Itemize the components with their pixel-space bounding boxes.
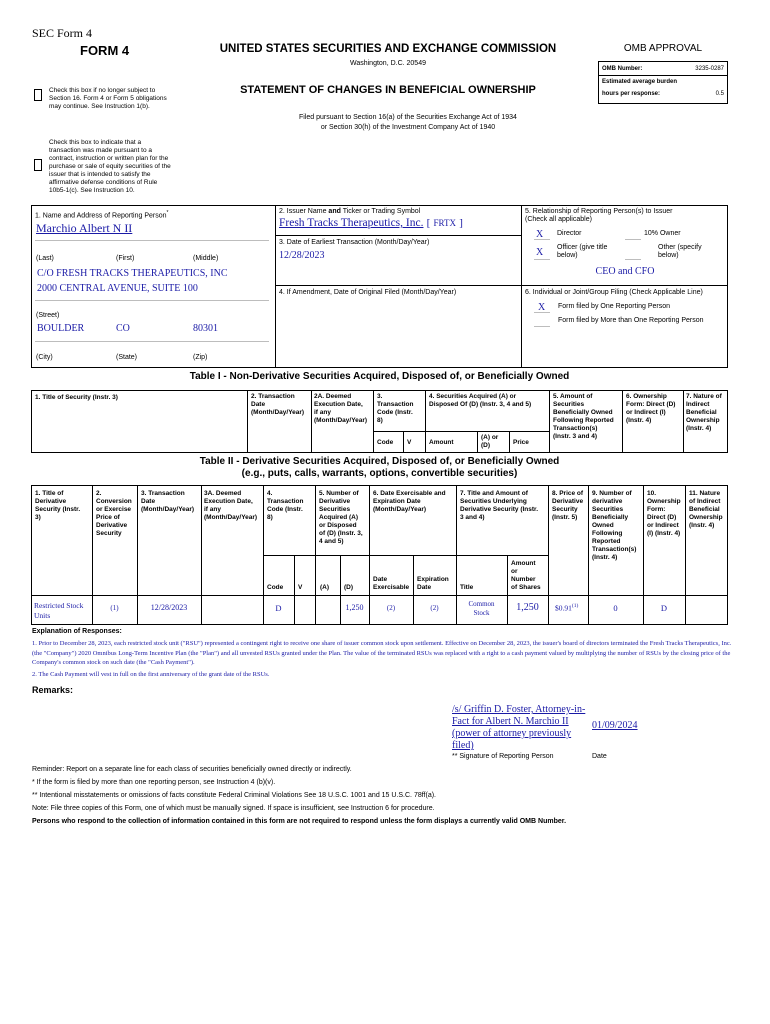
signature-label: ** Signature of Reporting Person xyxy=(452,753,554,760)
table2-row-date: 12/28/2023 xyxy=(150,603,188,612)
rule-10b5-checkbox[interactable] xyxy=(34,159,42,171)
last-label: (Last) xyxy=(36,255,54,262)
sec-form-label: SEC Form 4 xyxy=(32,26,93,40)
table2-row-disposed: 1,250 xyxy=(345,603,364,612)
director-mark[interactable]: X xyxy=(536,229,544,240)
rule-10b5-text: Check this box to indicate that a transaction was made pursuant to a contract, instruction or written plan for the purchase or sale of equity securities of the issuer that is intended to satisfy the affirmative defense conditions of Rule 10b5-1(c). See Instruction 10. xyxy=(49,139,171,194)
first-label: (First) xyxy=(116,255,135,262)
footer-reminder: Reminder: Report on a separate line for each class of securities beneficially owned directly or indirectly. xyxy=(32,766,352,773)
table1-col1: 1. Title of Security (Instr. 3) xyxy=(35,394,118,401)
earliest-transaction-label: 3. Date of Earliest Transaction (Month/Day/Year) xyxy=(279,239,430,246)
director-label: Director xyxy=(557,230,582,237)
table2-sub-amount: Amount or Number of Shares xyxy=(511,560,541,591)
relationship-label: 5. Relationship of Reporting Person(s) to Issuer (Check all applicable) xyxy=(525,208,673,223)
table2-sub-v: V xyxy=(298,584,303,591)
footer-persons-respond: Persons who respond to the collection of information contained in this form are not required to respond unless the form displays a currently valid OMB Number. xyxy=(32,818,567,825)
omb-approval-title: OMB APPROVAL xyxy=(623,43,703,54)
omb-number-value: 3235-0287 xyxy=(695,66,724,72)
zip-label: (Zip) xyxy=(193,354,208,361)
explanation-note1: 1. Prior to December 28, 2023, each restricted stock unit ("RSU") represented a contingent right to receive one share of issuer common stock upon settlement. Effective on December 28, 2023, the issuer's board of directors terminated the Fresh Tracks Therapeutics, Inc. (the "Company") 2020 Omnibus Long-Term Incentive Plan (the "Plan") and all unvested RSUs granted under the Plan. The value of the terminated RSUs was replaced with a right to a cash payment valued by multiplying the number of RSUs by the closing price of the Company's common stock on such date (the "Cash Payment"). xyxy=(32,640,732,666)
table2-sub-date-exercisable: Date Exercisable xyxy=(373,576,410,591)
table2-row-conversion: (1) xyxy=(110,604,119,612)
address-line1: C/O FRESH TRACKS THERAPEUTICS, INC xyxy=(37,268,228,279)
table2-sub-a: (A) xyxy=(320,584,330,591)
earliest-transaction-date: 12/28/2023 xyxy=(279,250,325,261)
table1-sub-v: V xyxy=(407,439,412,446)
state-value: CO xyxy=(116,323,130,334)
issuer-name[interactable]: Fresh Tracks Therapeutics, Inc. xyxy=(279,217,424,229)
table2-row-price: $0.91$^{(1)}$ xyxy=(555,603,579,613)
table1-title: Table I - Non-Derivative Securities Acquired, Disposed of, or Beneficially Owned xyxy=(189,371,570,382)
statement-title: STATEMENT OF CHANGES IN BENEFICIAL OWNERSHIP xyxy=(240,84,536,96)
officer-label: Officer (give title below) xyxy=(557,244,608,259)
omb-hours-value: 0.5 xyxy=(715,91,724,97)
filed-pursuant-line1: Filed pursuant to Section 16(a) of the Securities Exchange Act of 1934 xyxy=(299,114,517,121)
table2-col10: 10. Ownership Form: Direct (D) or Indirect (I) (Instr. 4) xyxy=(647,490,681,537)
table1-col3: 3. Transaction Code (Instr. 8) xyxy=(377,393,414,424)
other-label: Other (specify below) xyxy=(658,244,702,259)
street-label: (Street) xyxy=(36,312,60,319)
table1-sub-amount: Amount xyxy=(429,439,454,446)
table2-row-price-note: (1) xyxy=(571,603,579,609)
one-person-mark[interactable]: X xyxy=(538,302,546,313)
city-value: BOULDER xyxy=(37,323,85,334)
explanation-title: Explanation of Responses: xyxy=(32,628,122,635)
footer-note-star: * If the form is filed by more than one reporting person, see Instruction 4 (b)(v). xyxy=(32,779,276,786)
table2-col2: 2. Conversion or Exercise Price of Derivative Security xyxy=(96,490,132,537)
commission-city: Washington, D.C. 20549 xyxy=(349,60,426,67)
table2-row-security: Restricted Stock Units xyxy=(34,601,84,620)
officer-mark[interactable]: X xyxy=(536,247,544,258)
table2-col6: 6. Date Exercisable and Expiration Date (Month/Day/Year) xyxy=(373,490,446,513)
table1-col2a: 2A. Deemed Execution Date, if any (Month/Day/Year) xyxy=(314,393,368,424)
table2-col3a: 3A. Deemed Execution Date, if any (Month/Day/Year) xyxy=(204,490,258,521)
table2-row-underlying-title: Common Stock xyxy=(468,600,495,617)
table1-col7: 7. Nature of Indirect Beneficial Ownership (Instr. 4) xyxy=(686,393,722,432)
footer-note-copies: Note: File three copies of this Form, one of which must be manually signed. If space is insufficient, see Instruction 6 for procedure. xyxy=(32,805,435,812)
filing-label: 6. Individual or Joint/Group Filing (Check Applicable Line) xyxy=(525,289,703,296)
issuer-label: 2. Issuer Name and Ticker or Trading Symbol xyxy=(279,208,421,215)
footer-note-double-star: ** Intentional misstatements or omissions of facts constitute Federal Criminal Violations See 18 U.S.C. 1001 and 15 U.S.C. 78ff(a). xyxy=(32,792,436,799)
table2-col8: 8. Price of Derivative Security (Instr. 5) xyxy=(552,490,584,521)
table2-title: Table II - Derivative Securities Acquired, Disposed of, or Beneficially Owned xyxy=(199,456,560,467)
table2-sub-expiration: Expiration Date xyxy=(417,576,449,591)
table2-col11: 11. Nature of Indirect Beneficial Ownership (Instr. 4) xyxy=(689,490,723,529)
address-line2: 2000 CENTRAL AVENUE, SUITE 100 xyxy=(37,283,198,294)
omb-burden-label: Estimated average burden xyxy=(602,79,678,85)
omb-hours-label: hours per response: xyxy=(602,91,661,97)
commission-title: UNITED STATES SECURITIES AND EXCHANGE COMMISSION xyxy=(219,43,557,55)
table2-sub-d: (D) xyxy=(344,584,354,591)
explanation-note2: 2. The Cash Payment will vest in full on the first anniversary of the grant date of the RSUs. xyxy=(32,671,270,678)
filed-pursuant-line2: or Section 30(h) of the Investment Company Act of 1940 xyxy=(320,124,496,131)
zip-value: 80301 xyxy=(193,323,218,334)
ten-percent-owner-label: 10% Owner xyxy=(644,230,681,237)
reporting-person-label: 1. Name and Address of Reporting Person* xyxy=(35,210,169,220)
table2-sub-code: Code xyxy=(267,584,284,591)
table1-sub-code: Code xyxy=(377,439,394,446)
middle-label: (Middle) xyxy=(193,255,219,262)
state-label: (State) xyxy=(116,354,138,361)
remarks-title: Remarks: xyxy=(32,685,74,695)
table2-col5: 5. Number of Derivative Securities Acquired (A) or Disposed of (D) (Instr. 3, 4 and 5) xyxy=(319,490,363,545)
city-label: (City) xyxy=(36,354,53,361)
form-number: FORM 4 xyxy=(80,43,130,58)
issuer-name-row: Fresh Tracks Therapeutics, Inc. [ FRTX ] xyxy=(279,217,463,229)
table2-row-code: D xyxy=(275,603,282,613)
table2-row-expiration: (2) xyxy=(430,604,439,612)
table1-col5: 5. Amount of Securities Beneficially Owned Following Reported Transaction(s) (Instr. 3 and 4) xyxy=(553,393,614,440)
officer-title: CEO and CFO xyxy=(595,266,655,277)
omb-number-label: OMB Number: xyxy=(602,66,643,72)
more-persons-label: Form filed by More than One Reporting Person xyxy=(558,317,704,324)
table2-row-date-exercisable: (2) xyxy=(386,604,396,612)
amendment-label: 4. If Amendment, Date of Original Filed (Month/Day/Year) xyxy=(279,289,457,296)
table1-sub-aord: (A) or (D) xyxy=(481,434,499,449)
table1-col2: 2. Transaction Date (Month/Day/Year) xyxy=(251,393,305,416)
table2-sub-title: Title xyxy=(460,584,474,591)
table1-col6: 6. Ownership Form: Direct (D) or Indirect (I) (Instr. 4) xyxy=(626,393,676,424)
signature-date-label: Date xyxy=(592,753,607,760)
signature-text[interactable]: /s/ Griffin D. Foster, Attorney-in- Fact for Albert N. Marchio II (power of attorney previously filed) xyxy=(452,704,586,751)
table2-col1: 1. Title of Derivative Security (Instr. 3) xyxy=(35,490,81,521)
section16-text: Check this box if no longer subject to Section 16. Form 4 or Form 5 obligations may continue. See Instruction 1(b). xyxy=(49,87,167,110)
table2-row-underlying-amount: 1,250 xyxy=(516,602,539,613)
signature-date: 01/09/2024 xyxy=(592,720,638,731)
table2-row-ownership-form: D xyxy=(660,603,668,613)
reporting-person-name[interactable]: Marchio Albert N II xyxy=(36,221,133,235)
table2-col4: 4. Transaction Code (Instr. 8) xyxy=(267,490,304,521)
one-person-label: Form filed by One Reporting Person xyxy=(558,303,671,310)
table2-subtitle: (e.g., puts, calls, warrants, options, convertible securities) xyxy=(241,468,518,479)
table1-col4: 4. Securities Acquired (A) or Disposed Of (D) (Instr. 3, 4 and 5) xyxy=(429,393,532,408)
section16-checkbox[interactable] xyxy=(34,89,42,101)
table2-col3: 3. Transaction Date (Month/Day/Year) xyxy=(141,490,195,513)
issuer-ticker: FRTX xyxy=(433,218,457,228)
table2-row-owned-following: 0 xyxy=(613,603,618,613)
table2-col7: 7. Title and Amount of Securities Underlying Derivative Security (Instr. 3 and 4) xyxy=(460,490,539,521)
table2-col9: 9. Number of derivative Securities Beneficially Owned Following Reported Transaction(s) (Instr. 4) xyxy=(592,490,637,561)
table1-sub-price: Price xyxy=(513,439,529,446)
